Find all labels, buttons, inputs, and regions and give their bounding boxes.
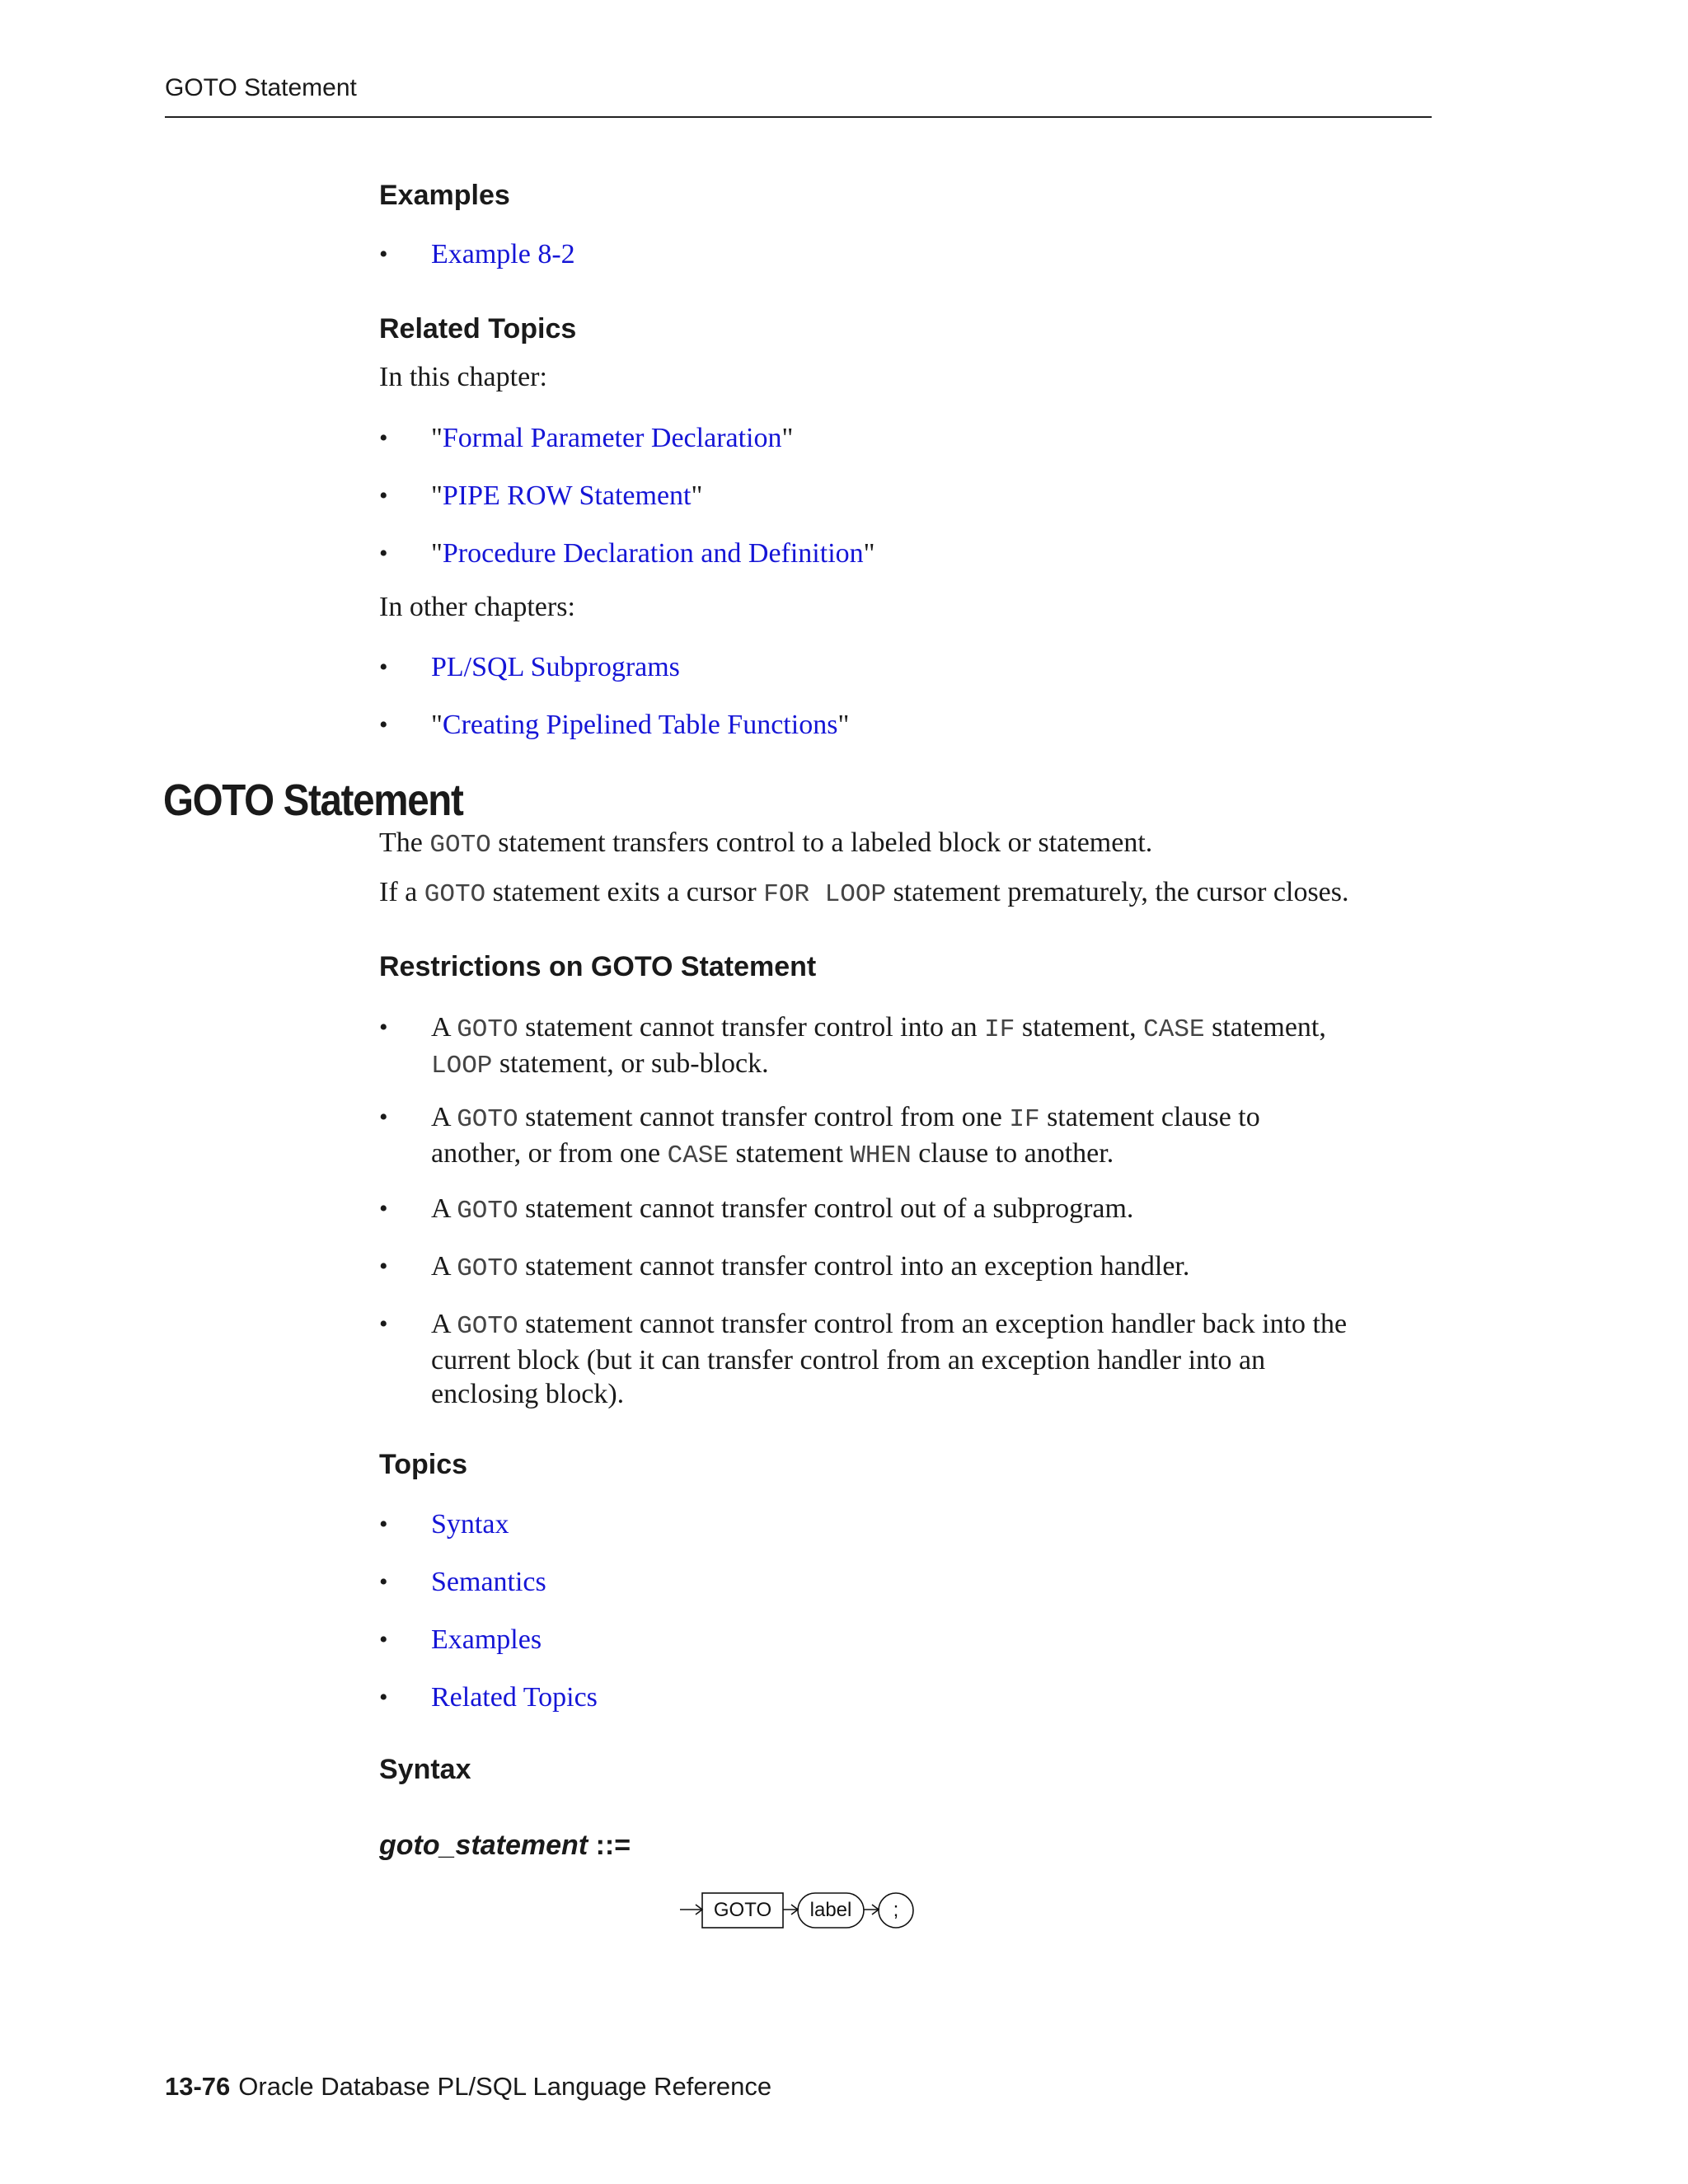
bullet-dot: • bbox=[379, 241, 388, 268]
in-this-chapter-label: In this chapter: bbox=[379, 362, 547, 392]
link-plsql-subprograms[interactable]: PL/SQL Subprograms bbox=[431, 652, 680, 682]
bullet-dot: • bbox=[379, 482, 388, 509]
link-formal-parameter-declaration[interactable]: Formal Parameter Declaration bbox=[442, 423, 782, 453]
bullet-dot: • bbox=[379, 1253, 388, 1280]
link-example-8-2[interactable]: Example 8-2 bbox=[431, 239, 575, 269]
link-pipe-row-statement[interactable]: PIPE ROW Statement bbox=[442, 480, 692, 511]
syntax-diagram bbox=[676, 1883, 923, 1941]
bullet-dot: • bbox=[379, 1684, 388, 1711]
bullet-dot: • bbox=[379, 1104, 388, 1131]
syntax-rule-operator: ::= bbox=[588, 1830, 631, 1861]
running-header: GOTO Statement bbox=[165, 74, 357, 101]
link-procedure-declaration[interactable]: Procedure Declaration and Definition bbox=[442, 538, 864, 569]
diagram-keyword: GOTO bbox=[713, 1899, 772, 1921]
code-goto: GOTO bbox=[424, 880, 486, 909]
topics-heading: Topics bbox=[379, 1449, 468, 1480]
link-syntax[interactable]: Syntax bbox=[431, 1509, 509, 1540]
intro-paragraph-1: The GOTO statement transfers control to a labeled block or statement. bbox=[379, 827, 1153, 860]
syntax-heading: Syntax bbox=[379, 1754, 471, 1785]
examples-heading: Examples bbox=[379, 180, 510, 211]
intro-paragraph-2: If a GOTO statement exits a cursor FOR LOOP statement prematurely, the cursor closes. bbox=[379, 877, 1349, 909]
bullet-dot: • bbox=[379, 1195, 388, 1222]
in-other-chapters-label: In other chapters: bbox=[379, 592, 575, 622]
restrictions-heading: Restrictions on GOTO Statement bbox=[379, 951, 817, 982]
bullet-dot: • bbox=[379, 1014, 388, 1041]
diagram-terminator: ; bbox=[893, 1899, 899, 1921]
related-topics-heading: Related Topics bbox=[379, 313, 577, 344]
bullet-dot: • bbox=[379, 1310, 388, 1338]
code-for-loop: FOR LOOP bbox=[763, 880, 887, 909]
link-creating-pipelined-table-functions[interactable]: Creating Pipelined Table Functions bbox=[442, 710, 838, 740]
page-footer bbox=[165, 2072, 771, 2102]
page-number: 13-76 bbox=[165, 2072, 231, 2101]
link-semantics[interactable]: Semantics bbox=[431, 1567, 546, 1597]
bullet-dot: • bbox=[379, 711, 388, 738]
bullet-dot: • bbox=[379, 1626, 388, 1653]
code-goto: GOTO bbox=[429, 831, 491, 860]
syntax-rule-name: goto_statement bbox=[379, 1830, 588, 1861]
link-examples[interactable]: Examples bbox=[431, 1624, 542, 1655]
bullet-dot: • bbox=[379, 540, 388, 567]
bullet-dot: • bbox=[379, 1511, 388, 1538]
header-rule bbox=[165, 116, 1432, 118]
section-title: GOTO Statement bbox=[163, 776, 463, 825]
syntax-rule-title bbox=[379, 1830, 631, 1862]
bullet-dot: • bbox=[379, 424, 388, 452]
link-related-topics[interactable]: Related Topics bbox=[431, 1682, 598, 1713]
diagram-param: label bbox=[809, 1899, 852, 1921]
bullet-dot: • bbox=[379, 1568, 388, 1596]
bullet-dot: • bbox=[379, 654, 388, 681]
book-title: Oracle Database PL/SQL Language Reference bbox=[238, 2072, 772, 2101]
